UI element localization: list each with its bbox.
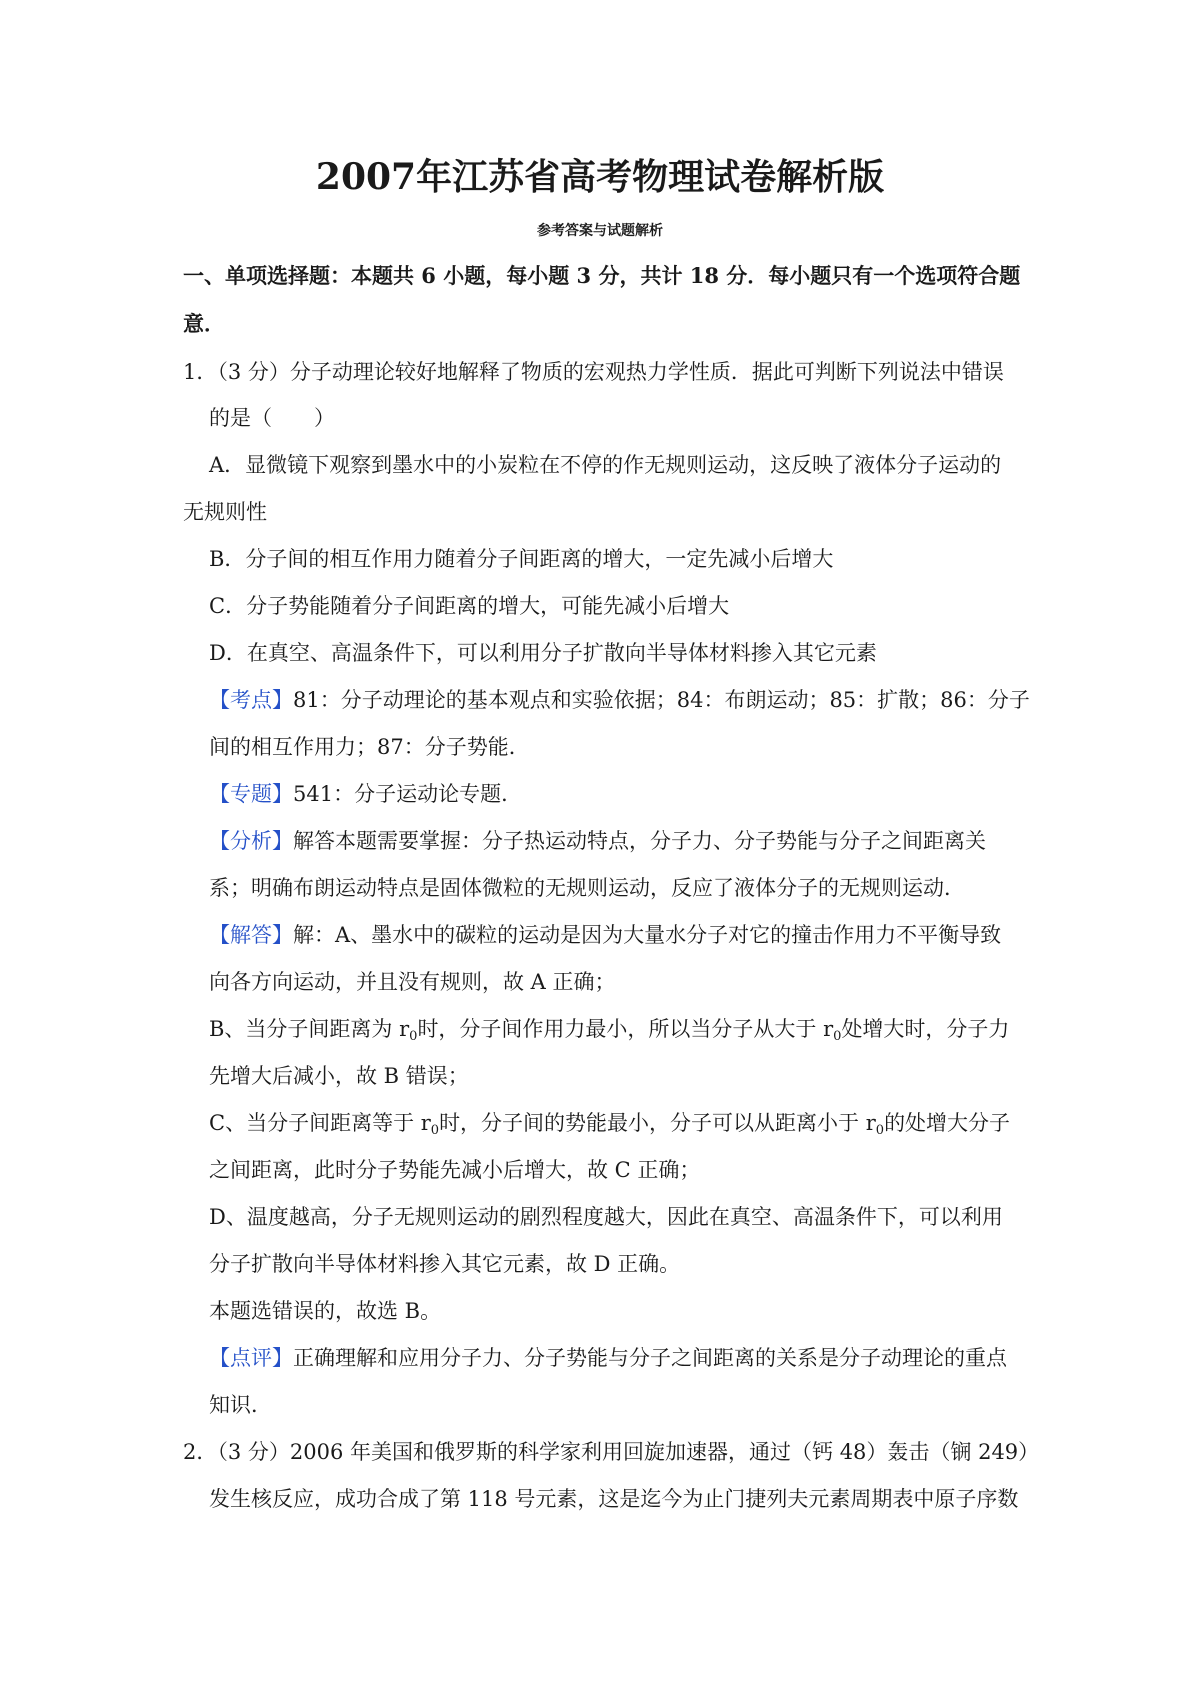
q1-b-explanation-line1 <box>209 1015 1009 1043</box>
subscript: 0 <box>409 1029 418 1044</box>
q1-option-b: B．分子间的相互作用力随着分子间距离的增大，一定先减小后增大 <box>209 547 834 571</box>
q2-stem-line1: 2．（3 分）2006 年美国和俄罗斯的科学家利用回旋加速器，通过（钙 48）轰击（锎 249） <box>183 1440 1040 1464</box>
q1-fenxi-line1 <box>209 827 986 855</box>
c-expl-part1: C、当分子间距离等于 r <box>209 1111 431 1135</box>
q1-stem-line2: 的是（ ） <box>209 406 335 430</box>
q1-c-explanation-line2: 之间距离，此时分子势能先减小后增大，故 C 正确； <box>209 1158 701 1182</box>
b-expl-part1: B、当分子间距离为 r <box>209 1017 410 1041</box>
subscript: 0 <box>833 1029 842 1044</box>
kaodian-text: 81：分子动理论的基本观点和实验依据；84：布朗运动；85：扩散；86：分子 <box>293 688 1030 712</box>
q1-option-d: D．在真空、高温条件下，可以利用分子扩散向半导体材料掺入其它元素 <box>209 641 877 665</box>
q1-option-a-line2: 无规则性 <box>183 500 267 524</box>
q1-kaodian-line2: 间的相互作用力；87：分子势能． <box>209 735 530 759</box>
q1-option-a-line1: A．显微镜下观察到墨水中的小炭粒在不停的作无规则运动，这反映了液体分子运动的 <box>209 453 1002 477</box>
subscript: 0 <box>430 1123 440 1138</box>
zhuanti-tag: 【专题】 <box>209 782 293 806</box>
c-expl-part3: 的处增大分子 <box>884 1111 1011 1135</box>
fenxi-tag: 【分析】 <box>209 829 293 853</box>
q1-dianping-line2: 知识． <box>209 1393 272 1417</box>
q1-d-explanation-line1: D、温度越高，分子无规则运动的剧烈程度越大，因此在真空、高温条件下，可以利用 <box>209 1205 1003 1229</box>
section-heading-line2: 意． <box>183 311 225 336</box>
q1-c-explanation-line1 <box>209 1109 1010 1137</box>
q1-dianping-line1 <box>209 1344 1007 1372</box>
dianping-tag: 【点评】 <box>209 1346 293 1370</box>
q1-b-explanation-line2: 先增大后减小，故 B 错误； <box>209 1064 469 1088</box>
jieda-text: 解：A、墨水中的碳粒的运动是因为大量水分子对它的撞击作用力不平衡导致 <box>293 923 1002 947</box>
dianping-text: 正确理解和应用分子力、分子势能与分子之间距离的关系是分子动理论的重点 <box>293 1346 1007 1370</box>
q1-jieda-line1 <box>209 921 1001 949</box>
jieda-tag: 【解答】 <box>209 923 293 947</box>
q1-jieda-line2: 向各方向运动，并且没有规则，故 A 正确； <box>209 970 616 994</box>
q1-option-c: C．分子势能随着分子间距离的增大，可能先减小后增大 <box>209 594 730 618</box>
q1-kaodian-line1 <box>209 686 1030 714</box>
document-subtitle: 参考答案与试题解析 <box>537 223 663 239</box>
b-expl-part3: 处增大时，分子力 <box>841 1017 1010 1041</box>
q1-zhuanti <box>209 780 522 808</box>
zhuanti-text: 541：分子运动论专题． <box>293 782 523 806</box>
section-heading-line1: 一、单项选择题：本题共 6 小题，每小题 3 分，共计 18 分．每小题只有一个选项符合题 <box>183 263 1021 288</box>
b-expl-part2: 时，分子间作用力最小，所以当分子从大于 r <box>417 1017 834 1041</box>
fenxi-text: 解答本题需要掌握：分子热运动特点，分子力、分子势能与分子之间距离关 <box>293 829 986 853</box>
c-expl-part2: 时，分子间的势能最小，分子可以从距离小于 r <box>439 1111 876 1135</box>
q1-d-explanation-line2: 分子扩散向半导体材料掺入其它元素，故 D 正确。 <box>209 1252 681 1276</box>
q1-conclusion: 本题选错误的，故选 B。 <box>209 1299 442 1323</box>
document-title: 2007年江苏省高考物理试卷解析版 <box>315 156 885 198</box>
subscript: 0 <box>875 1123 885 1138</box>
q1-fenxi-line2: 系；明确布朗运动特点是固体微粒的无规则运动，反应了液体分子的无规则运动． <box>209 876 965 900</box>
q1-stem-line1: 1．（3 分）分子动理论较好地解释了物质的宏观热力学性质．据此可判断下列说法中错误 <box>183 360 1004 384</box>
kaodian-tag: 【考点】 <box>209 688 293 712</box>
q2-stem-line2: 发生核反应，成功合成了第 118 号元素，这是迄今为止门捷列夫元素周期表中原子序数 <box>209 1487 1019 1511</box>
